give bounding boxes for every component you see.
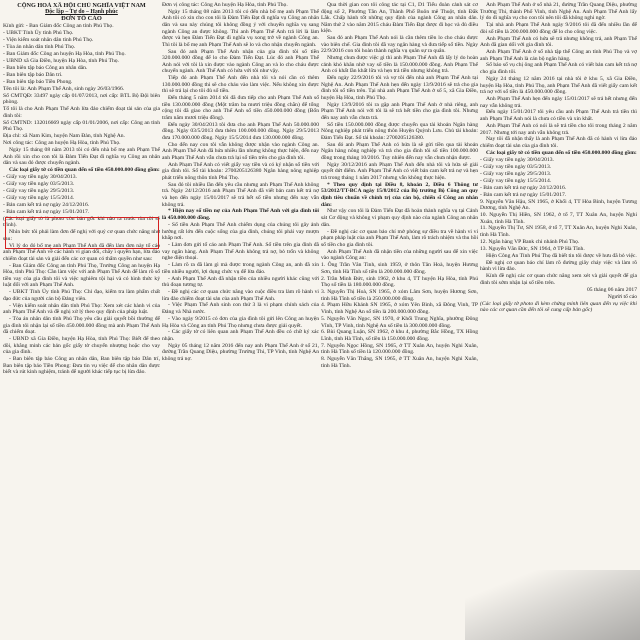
paragraph: Đơn vị công tác: Công An huyện Hạ Hòa, tỉnh Phú Thọ. — [162, 2, 288, 8]
paragraph: - Số tiền Anh Phạm Thế Anh chiếm dụng của chúng tôi gây ảnh hưởng rất lớn đến cuộc sống của gia đình, chúng tôi phải vay mượn khắp nơi. — [162, 221, 319, 242]
paragraph: Đến ngày 22/9/2016 tôi và vợ tôi đến nhà anh Phạm Thế Anh tại Nghệ An. Anh Phạm Thế Anh hẹn đến ngày 13/9/2016 sẽ trả cho gia đình tôi số tiền trên. Tại nhà anh Phạm Thế Anh ở số 5, xã Gia Điền, huyện Hạ Hòa, tỉnh Phú Thọ. — [321, 75, 478, 101]
paragraph: 5. Nguyễn Văn Ngọc, SN 1970, ở Khối Trung Nghĩa, phường Đông Vĩnh, TP Vinh, tỉnh Nghệ An số tiền là 300.000.000 đồng. — [321, 315, 478, 329]
paragraph: Anh Phạm Thế Anh có hứa sẽ trả nhưng không trả, anh Phạm Thế Anh đã gian dối với gia đình tôi. — [480, 35, 637, 49]
paragraph: - Ban biên tập báo Tiền Phong. — [3, 78, 73, 85]
paragraph: Vì lý do đó bố mẹ anh Phạm Thế Anh đã đến làm đơn này tố cáo anh Phạm Thế Anh về các hành vi gian dối, chây ì quyền hạn, lừa đảo chiếm đoạt tài sản và giải đến các cơ quan có thẩm quyền như sau: — [3, 242, 160, 262]
paragraph: Ngày 30/12/2016 anh Phạm Thế Anh đến nhà tôi và hứa sẽ giải quyết dứt điểm. Anh Phạm Thế Anh có viết bản cam kết trả nợ và hẹn trả trong tháng 1 năm 2017 nhưng vẫn không thực hiện. — [321, 161, 478, 181]
paragraph: - UBND xã Gia Điền, huyện Hạ Hòa, tỉnh Phú Thọ. — [3, 57, 119, 64]
paragraph: - Làm đơn gửi tố cáo anh Phạm Thế Anh. Số tiền trên gia đình đã vay ngân hàng. Anh Phạm Thế Anh không trả nợ, bỏ trốn và không nghe điện thoại. — [162, 241, 319, 262]
paragraph: Tên tôi là: Anh Phạm Thế Anh, sinh ngày 26/03/1966. — [3, 85, 125, 92]
paragraph: Anh Phạm Thế Anh ở số nhà 21, đường Trần Quang Diệu, phường Trường Thi, thành Phố Vinh, tỉnh Nghệ An. Anh Phạm Thế Anh lấy lý do đi nghĩa vụ cho con tôi nên tôi đã không nghi ngờ. — [480, 2, 637, 22]
paragraph: - Giấy vay tiền ngày 30/04/2013. — [480, 156, 554, 163]
document-title: ĐƠN TỐ CÁO — [61, 15, 102, 23]
paragraph: - Anh Phạm Thế Anh đã nhận tiền của nhiều người khác cũng với thủ đoạn tương tự. — [162, 275, 319, 289]
paragraph: 13. Nguyễn Văn Đức, SN 1964, ở TP Hà Tĩnh. — [480, 245, 585, 252]
paragraph: Số tiền 150.000.000 đồng được chuyển qua tài khoản Ngân hàng Nông nghiệp phát triển nông thôn Huyện Quỳnh Lưu. Chủ tài khoản: Đàm Tiến Đạt. Số tài khoản: 2700205126380. — [321, 121, 478, 141]
paragraph: Nhưng chưa được việc gì thì anh Phạm Thế Anh đã lấy lý do hoàn cảnh khó khăn nhờ vay số tiền là 150.000.000 đồng. Anh Phạm Thế Anh có khất lần khất lữa và hẹn trả tiền nhưng không trả. — [321, 55, 478, 75]
signature-date: 05 tháng 06 năm 2017 — [586, 286, 637, 293]
paragraph: Sau đó tôi nhiều lần đến yêu cầu nhưng anh Phạm Thế Anh không trả. Ngày 24/12/2016 anh Phạm Thế Anh đã viết bản cam kết trả nợ và hẹn đến ngày 15/01/2017 sẽ trả hết số tiền nhưng đến nay vẫn không trả. — [162, 181, 319, 208]
paragraph: - Bản cam kết trả nợ ngày 24/12/2016. — [480, 184, 567, 191]
paragraph: - Đề nghị các cơ quan bảo chí mở phóng sự điều tra về hành vi vi phạm pháp luật của anh Phạm Thế Anh, làm rõ trách nhiệm và thu hồi số tiền cho gia đình tôi. — [321, 228, 478, 248]
column-4-body — [480, 2, 637, 286]
paragraph: Kính gửi: - Ban Giám đốc Công an tỉnh Phú Thọ. — [3, 23, 114, 30]
column-4 — [480, 2, 637, 640]
paragraph: Đến ngày 30/04/2013 tôi đưa cho anh Phạm Thế Anh 50.000.000 đồng. Ngày 03/5/2013 đưa thêm 100.000.000 đồng. Ngày 29/5/2013 đưa 170.000.000 đồng. Ngày 15/5/2014 đưa 130.000.000 đồng. — [162, 121, 319, 141]
paragraph: Tố tôi là cho Anh Phạm Thế Anh lừa đảo chiếm đoạt tài sản của gia đình tôi: — [3, 106, 160, 119]
paragraph: 3. Nguyễn Thị Hoà, SN 1965, ở xóm Lâm Sơn, huyện Hương Sơn, tỉnh Hà Tĩnh số tiền là 250.000.000 đồng. — [321, 288, 478, 302]
paragraph: Anh Phạm Thế Anh có nói là sẽ trả tiền cho tôi trong tháng 2 năm 2017. Nhưng tới nay anh vẫn không trả. — [480, 122, 637, 136]
paragraph: Ngày 05 tháng 12 năm 2016 đến nay anh Phạm Thế Anh ở số 21, đường Trần Quang Diệu, phường Trường Thi, TP Vinh, tỉnh Nghệ An không trả nợ. — [162, 342, 319, 363]
paragraph: - Giấy vay tiền ngày 15/5/2014. — [3, 194, 75, 201]
paragraph: Nơi công tác: Công an huyện Hạ Hòa, tỉnh Phú Thọ. — [3, 140, 121, 147]
paragraph: - UBKT Tỉnh Ủy tỉnh Phú Thọ: Chỉ đạo, kiểm tra làm phẩm chất đạo đức của người cán bộ Đảng viên. — [3, 289, 160, 302]
paragraph: Qua thời gian con tôi công tác tại C1, D1 Tiểu đoàn cảnh sát cơ động số 2, Phường Tân An, Thành Phố Buôn mê Thuột, tỉnh Đắk Lắk. Chấp hành tốt những quy định của ngành Công an nhân dân. Năm thứ 2 vào năm 2015 cháu Đàm Tiến Đạt được đi học và đủ điều kiện. — [321, 2, 478, 35]
paragraph: 11. Nguyễn Thị Tư, SN 1958, ở tổ 7, TT Xuân An, huyện Nghi Xuân, tỉnh Hà Tĩnh. — [480, 225, 637, 239]
paragraph: Anh Phạm Thế Anh đã nhận tiền của những người sau để xin việc vào ngành Công an: — [321, 248, 478, 262]
paragraph: - Bản cam kết trả nợ ngày 15/01/2017. — [480, 191, 567, 198]
paragraph: - Giấy vay tiền ngày 29/5/2013. — [480, 170, 552, 177]
paragraph: Sau đó anh Phạm Thế Anh nói là cần thêm tiền lo cho cháu được vào biên chế. Gia đình tôi đã vay ngân hàng và đưa tiếp số tiền. Ngày 22/9/2016 con tôi hoàn thành nghĩa vụ quân sự ra quân. — [321, 35, 478, 55]
paragraph: Các loại giấy tờ có tiền quan đến số tiền 450.000.000 đồng gồm: — [486, 149, 637, 156]
paragraph: - Viện kiểm soát nhân dân tỉnh Phú Thọ: Xem xét các hành vi của anh Phạm Thế Anh và đề nghị xử lý theo quy định của pháp luật. — [3, 302, 160, 316]
paragraph: Số báo số vụ chị ông anh Phạm Thế Anh có viết bản cam kết trả nợ cho gia đình tôi. — [480, 62, 637, 76]
paragraph: Như vậy con tôi là Đàm Tiến Đạt đã hoàn thành nghĩa vụ tại Cảnh sát Cơ động và không vi phạm quy định nào của ngành Công an nhân dân. — [321, 208, 478, 228]
paragraph: - UBND xã Gia Điền, huyện Hạ Hòa, tỉnh Phú Thọ: Biết để theo dõi, khẳng minh các bản gốc giấy tờ chuyển nhượng hoặc cho vay của gia đình. — [3, 336, 160, 356]
paragraph: - Đề nghị các cơ quan chức năng vào cuộc điều tra làm rõ hành vi lừa đảo chiếm đoạt tài sản của anh Phạm Thế Anh. — [162, 288, 319, 302]
paragraph: Hiện Công An Tỉnh Phú Thọ đã biết tin tôi được về hưu đã bỏ việc. — [486, 252, 637, 259]
paragraph: - Tòa án nhân dân tỉnh Phú Thọ. — [3, 44, 76, 51]
paragraph: 7. Nguyễn Ngọc Hồng, SN 1965, ở TT Xuân An, huyện Nghi Xuân, tỉnh Hà Tĩnh số tiền là 120.000.000 đồng. — [321, 342, 478, 356]
paragraph: Sau đó anh Phạm Thế Anh có hứa là sẽ gửi tiền qua tài khoản Ngân hàng nông nghiệp và trả cho gia đình tôi số tiền 100.000.000 đồng trong tháng 10/2016. Tuy nhiên đến nay vẫn chưa nhận được. — [321, 141, 478, 161]
column-3 — [321, 2, 478, 640]
paragraph: - Bản cam kết trả nợ ngày 15/01/2017. — [3, 208, 90, 215]
paragraph: 2. Trần Minh Đức, sinh 1962, ở khu 4, TT huyện Hạ Hòa, tỉnh Phú Thọ số tiền là 180.000.000 đồng. — [321, 275, 478, 289]
paragraph: - Bản cam kết trả nợ ngày 24/12/2016. — [3, 201, 90, 208]
paragraph: Anh Phạm Thế Anh hẹn đến ngày 15/01/2017 sẽ trả hết nhưng đến nay vẫn không trả. — [480, 96, 637, 109]
paragraph: - Các giấy tờ có liên quan anh Phạm Thế Anh đều có chữ ký xác nhận. — [162, 329, 319, 342]
paragraph: Cho đến nay con tôi vẫn không được nhận vào ngành Công an. Anh Phạm Thế Anh đã hứa nhiều lần nhưng không thực hiện, đến nay anh Phạm Thế Anh vẫn chưa trả lại số tiền trên cho gia đình tôi. — [162, 141, 319, 161]
paragraph: - Tòa án nhân dân tỉnh Phú Thọ yêu cầu giải quyết bồi thường để gia đình tôi nhận lại số tiền 450.000.000 đồng mà anh Phạm Thế Anh đã chiếm đoạt. — [3, 316, 160, 336]
paragraph: - Ban Giám đốc Công an tỉnh Phú Thọ, Trưởng Công an huyện Hạ Hòa, tỉnh Phú Thọ: Cần làm việc với anh Phạm Thế Anh để làm rõ số tiền vay của gia đình tôi và việc nghiêm tội hại và có hình thức kỷ luật đối với anh Phạm Thế Anh. — [3, 262, 160, 289]
signer-label: Người tố cáo — [607, 293, 637, 300]
paragraph: - Giấy vay tiền ngày 15/5/2014. — [480, 177, 552, 184]
paragraph: Kính đề nghị các cơ quan chức năng xem xét và giải quyết để gia đình tôi sớm nhận lại số tiền trên. — [480, 273, 637, 286]
paragraph: - Vào ngày 9/2015 có đơn của gia đình tôi gửi lên Công an huyện Hạ Hòa và Công an tỉnh Phú Thọ nhưng chưa được giải quyết. — [162, 315, 319, 329]
paragraph: Các loại giấy tờ có tiền quan đến số tiền 450.000.000 đồng gồm: — [9, 167, 160, 173]
paragraph: Nhìn bức tôi phải làm đơn để nghị với quý cơ quan chức năng như sau: — [3, 229, 160, 242]
paragraph: 4. Phạm Hữu Khánh SN 1965, ở xóm Yên Bình, xã Đông Vinh, TP Vinh, tỉnh Nghệ An số tiền là 200.000.000 đồng. — [321, 302, 478, 316]
motto-header: Độc lập – Tự do – Hạnh phúc — [45, 9, 118, 16]
paragraph: Ngày 15 tháng 08 năm 2013 tôi có đến nhà bố mẹ anh Phạm Thế Anh tôi có xin cho con tôi là Đàm Tiến Đạt đi nghĩa vụ Công an nhân dân và sau này chúng tôi không đồng ý với chuyển nghĩa vụ sang ngành Công an được không. Thì anh Phạm Thế Anh trả lời là làm được và hẹn Đàm Tiến Đạt đi nghĩa vụ xong trở về ngành Công an. Thì tôi là bố mẹ anh Phạm Thế Anh sẽ lo và cho nhận chuyển ngành. — [162, 8, 319, 48]
paragraph: - Việc Phạm Thế Anh sinh con thứ 3 là vi phạm chính sách của Đảng và Nhà nước. — [162, 302, 319, 316]
paragraph: - UBKT Tỉnh Ủy tỉnh Phú Thọ. — [3, 30, 74, 37]
paragraph: Đề nghị cơ quan báo chí làm rõ đường giây cháy việc và làm rõ hành vi lừa đảo. — [480, 259, 637, 273]
paragraph: Anh Phạm Thế Anh ở số nhà tập thể Công an tỉnh Phú Thọ và vợ anh Phạm Thế Anh là cán bộ ngân hàng. — [480, 49, 637, 62]
column-2-body — [162, 2, 319, 363]
paragraph: - Giấy vay tiền ngày 03/5/2013. — [480, 163, 552, 170]
paragraph: Đến tháng 5 năm 2014 tôi đã đưa tiếp cho anh Phạm Thế Anh số tiền 130.000.000 đồng (Một trăm ba mươi triệu đồng chẵn) để tổng cộng tôi đã giao cho anh Thế Anh số tiền 450.000.000 đồng (Bốn trăm năm mươi triệu đồng). — [162, 95, 319, 121]
paragraph: Số CMTND: 132016669 ngày cấp 01/01/2006, nơi cấp: Công an tỉnh Phú Thọ. — [3, 119, 160, 133]
paragraph: - Ban biên tập báo Công an nhân dân, Ban biên tập báo Dân trí, Ban biên tập báo Tiền Phong: Đưa tin vụ việc để cho nhân dân được biết và rút kinh nghiệm, tránh để người khác tiếp tục bị lừa đảo. — [3, 356, 160, 376]
paragraph: Tiếp đó anh Phạm Thế Anh đến nhà tôi và nói cần có thêm 130.000.000 đồng thì sẽ cho cháu vào làm việc. Nếu không xin được thì sẽ trả lại cho tôi đủ số tiền. — [162, 75, 319, 95]
column-2 — [162, 2, 319, 640]
paragraph: 6. Bùi Quang Luận, SN 1962, ở khu 4, phường Bắc Hồng, TX Hồng Lĩnh, tỉnh Hà Tĩnh, số tiền là 150.000.000 đồng. — [321, 329, 478, 342]
paragraph: Anh Phạm Thế Anh có viết giấy vay tiền và có ký nhận số tiền với gia đình tôi. Số tài khoản: 2700205126380 Ngân hàng nông nghiệp phát triển nông thôn tỉnh Phú Thọ. — [162, 161, 319, 181]
paragraph: - Giấy vay tiền ngày 03/5/2013. — [3, 180, 75, 187]
paragraph: 8. Nguyễn Văn Thắng, SN 1965, ở TT Xuân An, huyện Nghi Xuân, tỉnh Hà Tĩnh. — [321, 356, 478, 369]
footnote: (Các loại giấy tờ photo đi kèm chứng minh liên quan đến vụ việc khi nào các cơ quan cần đến tôi sẽ cung cấp bản gốc) — [480, 300, 637, 314]
paragraph: 9. Nguyễn Văn Hậu, SN 1965, ở Khối 4, TT Hòa Bình, huyện Tương Dương, tỉnh Nghệ An. — [480, 198, 637, 212]
paragraph: 10. Nguyễn Thị Hiền, SN 1962, ở tổ 7, TT Xuân An, huyện Nghi Xuân, tỉnh Hà Tĩnh. — [480, 211, 637, 225]
country-header: CỘNG HOÀ XÃ HỘI CHỦ NGHĨA VIỆT NAM — [17, 2, 146, 9]
paragraph: Địa chỉ: xã Nam Kim, huyện Nam Đàn, tỉnh Nghệ An. — [3, 133, 125, 140]
column-3-body — [321, 2, 478, 370]
paragraph: - Làm rõ ra đã làm gì mà được trong ngành Công an, anh đã xin tiền nhiều người, lợi dụng chức vụ để lừa đảo. — [162, 262, 319, 275]
paragraph: * Theo quy định tại Điều 8, khoản 2, Điều 6 Thông tư 53/2012/TT-BCA ngày 15/8/2012 của Bộ trưởng Bộ Công an quy định tiêu chuẩn về chính trị của cán bộ, chiến sĩ Công an nhân dân: — [321, 181, 478, 208]
paragraph: 1. Ông Trần Văn Tình, sinh 1959, ở thôn Tân Hoà, huyện Hương Sơn, tỉnh Hà Tĩnh số tiền là 200.000.000 đồng. — [321, 262, 478, 275]
paragraph: Đến ngày 15/01/2017 tôi yêu cầu anh Phạm Thế Anh trả tiền thì anh Phạm Thế Anh nói là chưa có tiền và xin khất. — [480, 109, 637, 123]
paragraph: - Ban biên tập báo Dân trí. — [3, 71, 63, 78]
paragraph: Số CMTQĐ: 33497 ngày cấp 01/07/2013, nơi cấp: BTL Bộ Đội biên phòng. — [3, 92, 160, 106]
paragraph: (Các loại giấy tờ là photo còn bản gốc khi nào ra trước tòa tôi sẽ trình). — [3, 215, 160, 229]
paragraph: - Giấy vay tiền ngày 29/5/2013. — [3, 187, 75, 194]
paragraph: Tại nhà anh Phạm Thế Anh ngày 9/2016 tôi đã đến nhiều lần để đòi số tiền là 200.000.000 đồng để lo cho công việc. — [480, 22, 637, 35]
paragraph: - Ban Giám đốc Công an huyện Hạ Hòa, tỉnh Phú Thọ. — [3, 51, 126, 58]
paragraph: - Ban biên tập báo Công an nhân dân. — [3, 64, 88, 71]
paragraph: * Hiện nay số tiền nợ của Anh Phạm Thế Anh với gia đình tôi là 450.000.000 đồng. — [162, 208, 319, 222]
paragraph: Ngày 24 tháng 12 năm 2016 tại nhà tôi ở khu 5, xã Gia Điền, huyện Hạ Hòa, tỉnh Phú Thọ, anh Phạm Thế Anh đã viết giấy cam kết trả nợ với số tiền là 450.000.000 đồng. — [480, 75, 637, 96]
paragraph: - Viện kiểm soát nhân dân tỉnh Phú Thọ. — [3, 37, 94, 44]
paragraph: Ngày 15 tháng 08 năm 2013 tôi có đến nhà bố mẹ anh Phạm Thế Anh rồi xin cho con tôi là Đàm Tiến Đạt đi nghĩa vụ Công an nhân dân và sau đó được chuyển ngành. — [3, 146, 160, 167]
column-1-body — [3, 23, 160, 376]
paragraph: - Giấy vay tiền ngày 30/04/2013. — [3, 173, 77, 180]
paragraph: Sau đó anh Phạm Thế Anh nhận của gia đình tôi số tiền 320.000.000 đồng để lo cho Đàm Tiến Đạt. Lúc đó anh Phạm Thế Anh nói với tôi là xin được vào ngành Công an và lo cho cháu được chuyển ngành. Anh Thế Anh có hứa với tôi như vậy. — [162, 48, 319, 75]
paragraph: 12. Ngân hàng VP Bank chi nhánh Phú Thọ. — [480, 238, 580, 245]
paragraph: Ngày 13/9/2016 tôi ra gặp anh Phạm Thế Anh ở nhà riêng, anh Phạm Thế Anh nói với tôi là sẽ trả hết tiền cho gia đình tôi. Nhưng đến nay anh vẫn chưa trả. — [321, 101, 478, 121]
column-1 — [3, 2, 160, 640]
paragraph: Nay tôi đã nhận thấy là anh Phạm Thế Anh đã có hành vi lừa đảo chiếm đoạt tài sản của gia đình tôi. — [480, 136, 637, 149]
